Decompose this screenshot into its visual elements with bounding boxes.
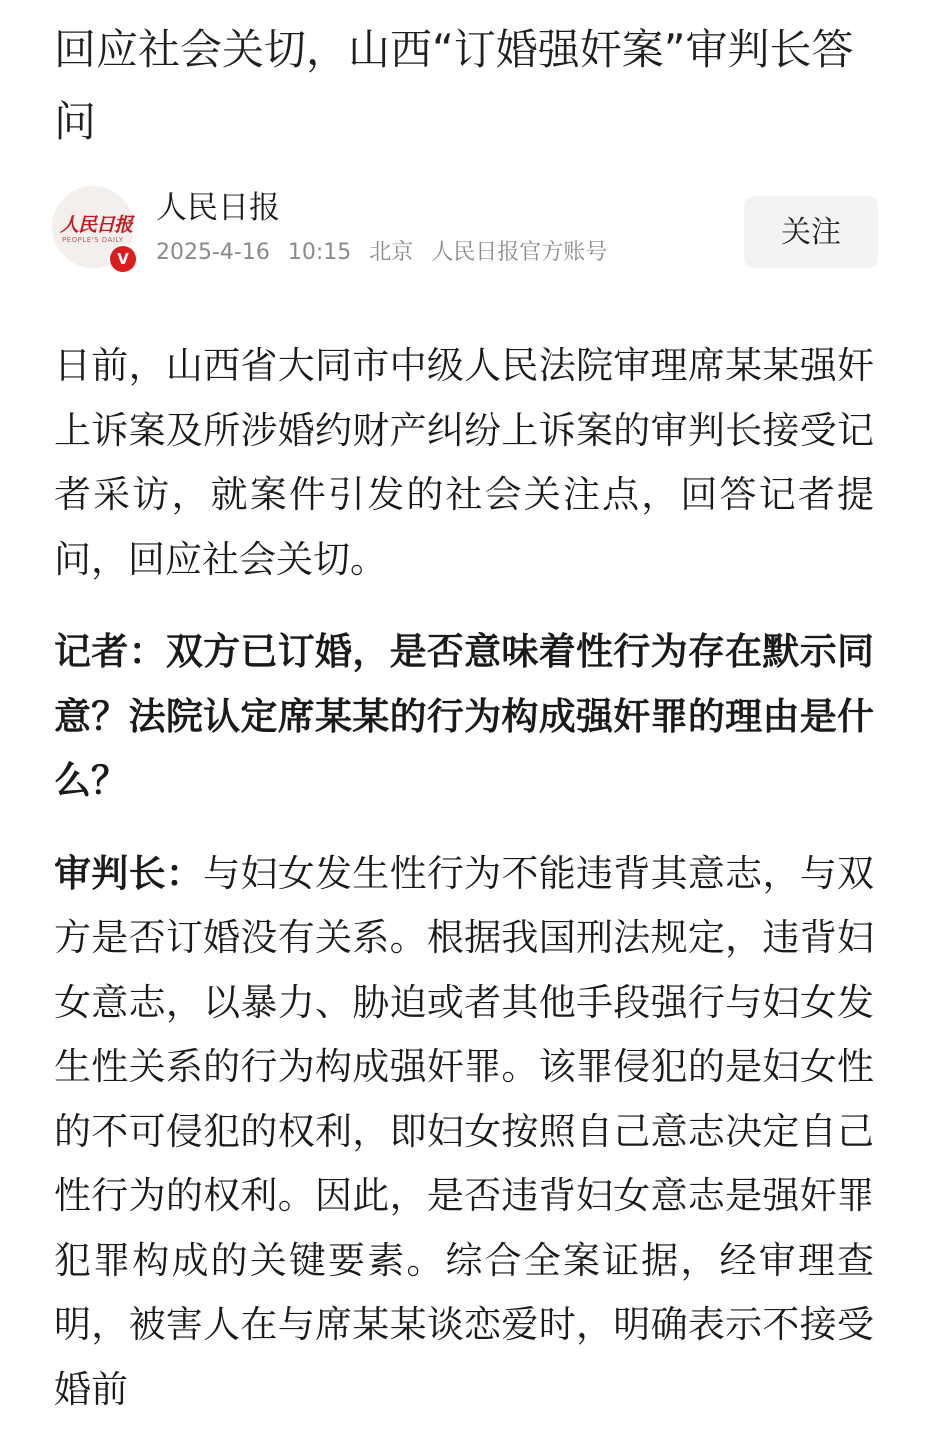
publish-location: 北京: [369, 240, 414, 265]
avatar-logo-subtitle: PEOPLE'S DAILY: [62, 236, 124, 244]
author-header: [52, 186, 878, 276]
verified-badge-icon: V: [108, 244, 138, 274]
article-body: [54, 334, 874, 1422]
article-meta: [156, 238, 625, 268]
answer-text: 与妇女发生性行为不能违背其意志，与双方是否订婚没有关系。根据我国刑法规定，违背妇女意志，以暴力、胁迫或者其他手段强行与妇女发生性关系的行为构成强奸罪。该罪侵犯的是妇女性的不可侵犯的权利，即妇女按照自己意志决定自己性行为的权利。因此，是否违背妇女意志是强奸罪犯罪构成的关键要素。综合全案证据，经审理查明，被害人在与席某某谈恋爱时，明确表示不接受婚前: [54, 851, 875, 1411]
author-name[interactable]: 人民日报: [156, 190, 280, 226]
publish-date: 2025-4-16: [156, 240, 270, 265]
answer-speaker: 审判长：: [54, 851, 204, 895]
intro-paragraph: 日前，山西省大同市中级人民法院审理席某某强奸上诉案及所涉婚约财产纠纷上诉案的审判长接受记者采访，就案件引发的社会关注点，回答记者提问，回应社会关切。: [54, 344, 874, 581]
publish-time: 10:15: [287, 240, 352, 265]
answer-paragraph: [54, 842, 874, 1423]
account-type: 人民日报官方账号: [431, 240, 608, 265]
avatar[interactable]: [52, 186, 134, 268]
question-paragraph: 记者：双方已订婚，是否意味着性行为存在默示同意？法院认定席某某的行为构成强奸罪的理由是什么？: [54, 630, 874, 802]
follow-button[interactable]: 关注: [744, 196, 878, 268]
article-title: 回应社会关切，山西“订婚强奸案”审判长答问: [54, 25, 854, 146]
avatar-logo: 人民日报: [60, 214, 133, 236]
